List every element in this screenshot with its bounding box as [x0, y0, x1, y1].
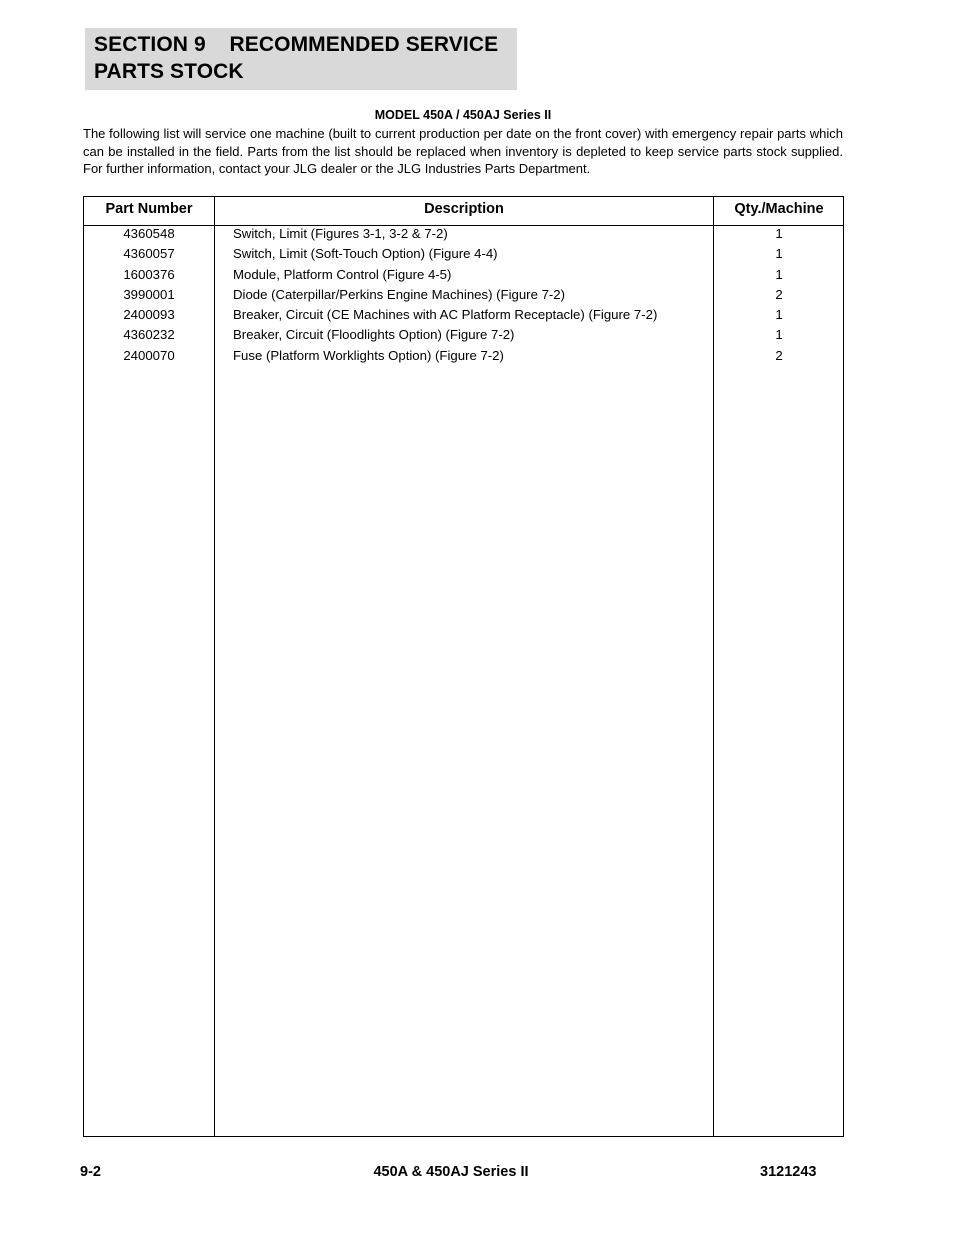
qty-cell: 1 [775, 307, 783, 323]
description-cell: Module, Platform Control (Figure 4-5) [233, 266, 452, 282]
parts-table [83, 196, 844, 1137]
header-description: Description [424, 201, 504, 217]
table-row [84, 306, 843, 326]
part-number-cell: 3990001 [123, 286, 175, 302]
part-number-cell: 4360232 [123, 327, 175, 343]
table-row [84, 347, 843, 367]
section-header [85, 28, 517, 90]
footer-model: 450A & 450AJ Series II [373, 1164, 529, 1180]
document-number: 3121243 [760, 1164, 817, 1180]
table-row [84, 286, 843, 306]
part-number-cell: 2400070 [123, 347, 175, 363]
part-number-cell: 4360057 [123, 246, 175, 262]
qty-cell: 1 [775, 266, 783, 282]
description-cell: Switch, Limit (Figures 3-1, 3-2 & 7-2) [233, 226, 448, 241]
part-number-cell: 4360548 [123, 226, 175, 241]
intro-paragraph: The following list will service one machine (built to current production per date on the front cover) with emergency repair parts which can be installed in the field. Parts from the list should be replaced when inventory is depleted to keep service parts stock supplied. For further information, contact your JLG dealer or the JLG Industries Parts Department. [83, 126, 843, 176]
page-number: 9-2 [80, 1164, 101, 1180]
table-body [84, 225, 843, 367]
table-row [84, 245, 843, 265]
qty-cell: 2 [775, 347, 783, 363]
part-number-cell: 2400093 [123, 307, 175, 323]
description-cell: Switch, Limit (Soft-Touch Option) (Figure 4-4) [233, 246, 498, 262]
table-row [84, 326, 843, 346]
qty-cell: 1 [775, 246, 783, 262]
model-title: MODEL 450A / 450AJ Series II [374, 108, 552, 122]
table-header-row [84, 197, 843, 226]
description-cell: Diode (Caterpillar/Perkins Engine Machines) (Figure 7-2) [233, 286, 566, 302]
table-row [84, 266, 843, 286]
part-number-cell: 1600376 [123, 266, 175, 282]
header-part-number: Part Number [105, 201, 193, 217]
qty-cell: 2 [775, 286, 783, 302]
description-cell: Breaker, Circuit (Floodlights Option) (Figure 7-2) [233, 327, 515, 343]
description-cell: Breaker, Circuit (CE Machines with AC Platform Receptacle) (Figure 7-2) [233, 307, 658, 323]
table-row [84, 225, 843, 245]
header-qty: Qty./Machine [734, 201, 824, 217]
section-title-line-2: PARTS STOCK [94, 60, 244, 83]
qty-cell: 1 [775, 226, 783, 241]
description-cell: Fuse (Platform Worklights Option) (Figure 7-2) [233, 347, 504, 363]
qty-cell: 1 [775, 327, 783, 343]
section-title-line-1: SECTION 9 RECOMMENDED SERVICE [94, 33, 499, 56]
